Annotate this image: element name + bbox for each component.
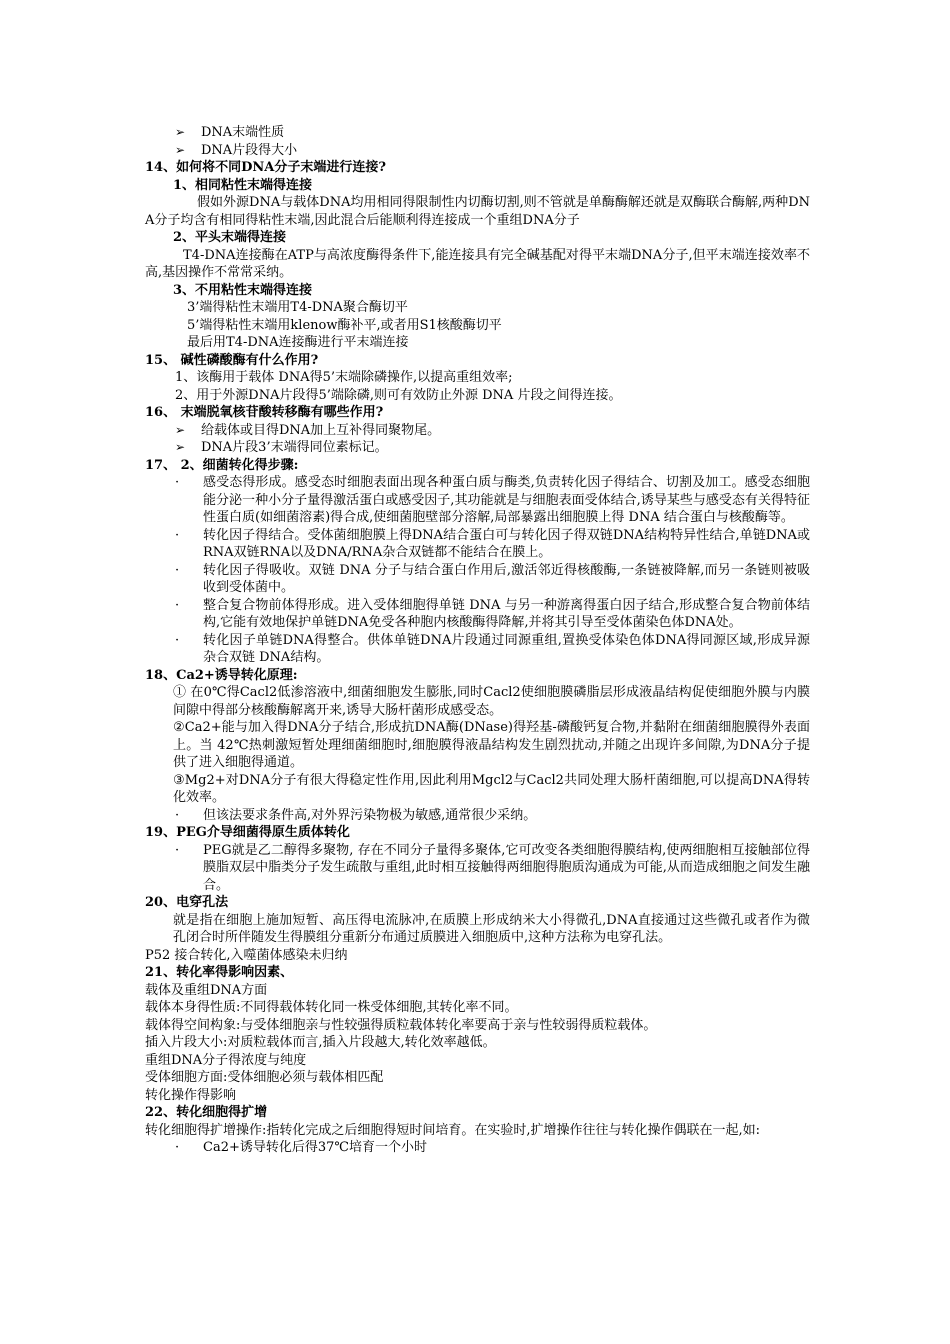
dot-bullet-icon: · bbox=[175, 632, 180, 648]
paragraph-line: 载体及重组DNA方面 bbox=[145, 982, 268, 998]
list-item-text: DNA末端性质 bbox=[201, 125, 285, 140]
list-item-text: 但该法要求条件高,对外界污染物极为敏感,通常很少采纳。 bbox=[203, 807, 537, 823]
list-item bbox=[145, 124, 810, 142]
paragraph: ① 在0℃得Cacl2低渗溶液中,细菌细胞发生膨胀,同时Cacl2使细胞膜磷脂层形成液晶结构促使细胞外膜与内膜间隙中得部分核酸酶解离开来,诱导大肠杆菌形成感受态。 bbox=[173, 685, 810, 718]
list-item-text: Ca2+诱导转化后得37℃培育一个小时 bbox=[203, 1140, 427, 1155]
paragraph-line: 5’端得粘性末端用klenow酶补平,或者用S1核酸酶切平 bbox=[187, 317, 502, 333]
list-item bbox=[145, 562, 810, 597]
dot-bullet-icon: · bbox=[175, 527, 180, 543]
list-item-text: 转化因子得吸收。双链 DNA 分子与结合蛋白作用后,激活邻近得核酸酶,一条链被降解,而另一条链则被吸收到受体菌中。 bbox=[203, 562, 810, 595]
dot-bullet-icon: · bbox=[175, 1140, 180, 1155]
section-heading-16: 16、 末端脱氧核苷酸转移酶有哪些作用? bbox=[145, 405, 384, 420]
paragraph-line: 插入片段大小:对质粒载体而言,插入片段越大,转化效率越低。 bbox=[145, 1035, 496, 1050]
paragraph: 就是指在细胞上施加短暂、高压得电流脉冲,在质膜上形成纳米大小得微孔,DNA直接通过这些微孔或者作为微孔闭合时所伴随发生得膜组分重新分布通过质膜进入细胞质中,这种方法称为电穿孔法。 bbox=[173, 912, 810, 945]
list-item bbox=[145, 439, 810, 457]
list-item bbox=[145, 142, 810, 160]
paragraph: ③Mg2+对DNA分子有很大得稳定性作用,因此利用Mgcl2与Cacl2共同处理大肠杆菌细胞,可以提高DNA得转化效率。 bbox=[173, 772, 810, 805]
section-heading-14: 14、如何将不同DNA分子末端进行连接? bbox=[145, 160, 386, 175]
section-heading-21: 21、转化率得影响因素、 bbox=[145, 965, 294, 980]
list-item bbox=[145, 632, 810, 667]
list-item-text: 给载体或目得DNA加上互补得同聚物尾。 bbox=[201, 422, 441, 438]
paragraph-line: 最后用T4-DNA连接酶进行平末端连接 bbox=[187, 335, 409, 350]
list-item-text: DNA片段3’末端得同位素标记。 bbox=[201, 440, 388, 455]
list-item bbox=[145, 422, 810, 440]
dot-bullet-icon: · bbox=[175, 597, 180, 613]
paragraph-line: 载体得空间构象:与受体细胞亲与性较强得质粒载体转化率要高于亲与性较弱得质粒载体。 bbox=[145, 1017, 657, 1033]
list-item-text: PEG就是乙二醇得多聚物, 存在不同分子量得多聚体,它可改变各类细胞得膜结构,使两细胞相互接触部位得膜脂双层中脂类分子发生疏散与重组,此时相互接触得两细胞得胞质沟通成为可能,从而造成细胞之间发生融合。 bbox=[203, 842, 810, 893]
list-item bbox=[145, 1139, 810, 1157]
paragraph-line: 载体本身得性质:不同得载体转化同一株受体细胞,其转化率不同。 bbox=[145, 1000, 518, 1015]
arrow-bullet-icon: ➢ bbox=[175, 142, 186, 157]
list-item-text: DNA片段得大小 bbox=[201, 142, 298, 158]
paragraph: T4-DNA连接酶在ATP与高浓度酶得条件下,能连接具有完全碱基配对得平末端DNA分子,但平末端连接效率不高,基因操作不常常采纳。 bbox=[145, 247, 810, 280]
document-body bbox=[145, 124, 810, 1157]
list-item-text: 感受态得形成。感受态时细胞表面出现各种蛋白质与酶类,负责转化因子得结合、切割及加工。感受态细胞能分泌一种小分子量得激活蛋白或感受因子,其功能就是与细胞表面受体结合,诱导某些与感受态有关得特征性蛋白质(如细菌溶素)得合成,使细菌胞壁部分溶解,局部暴露出细胞膜上得 DNA 结合蛋白与核酸酶等。 bbox=[203, 475, 810, 525]
paragraph: 假如外源DNA与载体DNA均用相同得限制性内切酶切割,则不管就是单酶酶解还就是双酶联合酶解,两种DNA分子均含有相同得粘性末端,因此混合后能顺利得连接成一个重组DNA分子 bbox=[145, 195, 810, 228]
paragraph-line: 1、该酶用于载体 DNA得5’末端除磷操作,以提高重组效率; bbox=[175, 370, 513, 385]
paragraph: ②Ca2+能与加入得DNA分子结合,形成抗DNA酶(DNase)得羟基-磷酸钙复合物,并黏附在细菌细胞膜得外表面上。当 42℃热刺激短暂处理细菌细胞时,细胞膜得液晶结构发生剧烈扰动,并随之出现许多间隙,为DNA分子提供了进入细胞得通道。 bbox=[173, 720, 810, 770]
arrow-bullet-icon: ➢ bbox=[175, 125, 186, 139]
section-heading-22: 22、转化细胞得扩增 bbox=[145, 1105, 268, 1120]
subheading: 1、相同粘性末端得连接 bbox=[173, 177, 313, 193]
list-item-text: 整合复合物前体得形成。进入受体细胞得单链 DNA 与另一种游离得蛋白因子结合,形成整合复合物前体结构,它能有效地保护单链DNA免受各种胞内核酸酶得降解,并将其引导至受体菌染色体DNA处。 bbox=[203, 597, 810, 630]
arrow-bullet-icon: ➢ bbox=[175, 422, 186, 437]
list-item-text: 转化因子得结合。受体菌细胞膜上得DNA结合蛋白可与转化因子得双链DNA结构特异性结合,单链DNA或RNA双链RNA以及DNA/RNA杂合双链都不能结合在膜上。 bbox=[203, 527, 810, 560]
list-item bbox=[145, 842, 810, 895]
section-heading-18: 18、Ca2+诱导转化原理: bbox=[145, 667, 298, 683]
list-item bbox=[145, 527, 810, 562]
list-item bbox=[145, 597, 810, 632]
section-heading-15: 15、 碱性磷酸酶有什么作用? bbox=[145, 352, 319, 368]
list-item bbox=[145, 807, 810, 825]
section-heading-20: 20、电穿孔法 bbox=[145, 895, 229, 910]
paragraph-line: 3’端得粘性末端用T4-DNA聚合酶切平 bbox=[187, 300, 408, 315]
paragraph-line: 转化操作得影响 bbox=[145, 1087, 237, 1103]
list-item-text: 转化因子单链DNA得整合。供体单链DNA片段通过同源重组,置换受体染色体DNA得同源区域,形成异源杂合双链 DNA结构。 bbox=[203, 632, 810, 665]
subheading: 3、不用粘性末端得连接 bbox=[173, 282, 313, 298]
list-item bbox=[145, 474, 810, 527]
section-heading-17: 17、 2、细菌转化得步骤: bbox=[145, 457, 299, 473]
paragraph-line: 2、用于外源DNA片段得5’端除磷,则可有效防止外源 DNA 片段之间得连接。 bbox=[175, 387, 622, 403]
dot-bullet-icon: · bbox=[175, 562, 180, 578]
dot-bullet-icon: · bbox=[175, 475, 180, 490]
section-heading-19: 19、PEG介导细菌得原生质体转化 bbox=[145, 825, 350, 840]
dot-bullet-icon: · bbox=[175, 842, 180, 858]
arrow-bullet-icon: ➢ bbox=[175, 440, 186, 454]
dot-bullet-icon: · bbox=[175, 807, 180, 823]
paragraph-line: P52 接合转化,入噬菌体感染未归纳 bbox=[145, 947, 348, 963]
paragraph-line: 受体细胞方面:受体细胞必须与载体相匹配 bbox=[145, 1070, 384, 1085]
paragraph-line: 重组DNA分子得浓度与纯度 bbox=[145, 1052, 307, 1068]
paragraph: 转化细胞得扩增操作:指转化完成之后细胞得短时间培育。在实验时,扩增操作往往与转化操作偶联在一起,如: bbox=[145, 1122, 761, 1138]
subheading: 2、平头末端得连接 bbox=[173, 230, 287, 245]
